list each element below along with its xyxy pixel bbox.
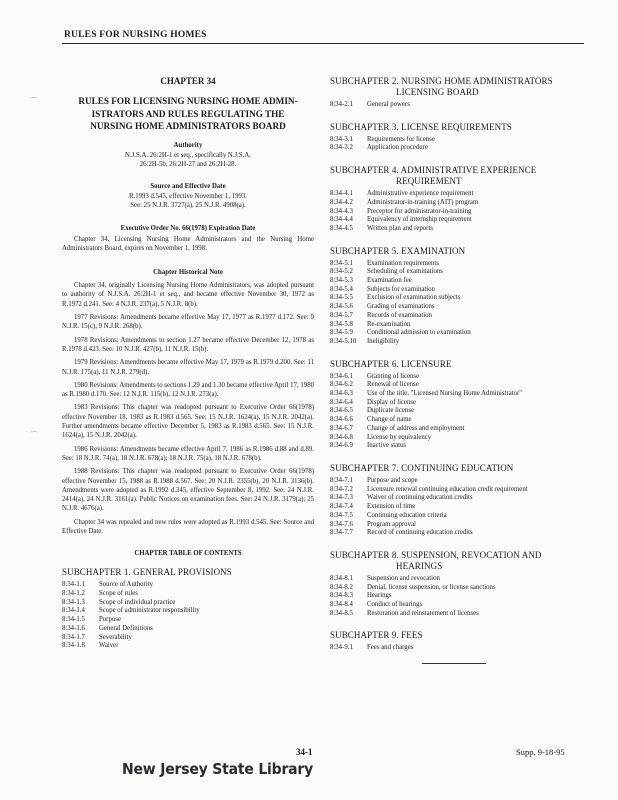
toc-item [330,277,586,286]
toc-item-label: Program approval [367,520,416,528]
margin-scribble: ⌒ [30,431,38,440]
toc-item-number: 8:34-7.4 [330,503,353,511]
subchapter-title-line: SUBCHAPTER 3. LICENSE REQUIREMENTS [330,121,512,132]
toc-item-label: Purpose and scope [367,476,418,484]
executive-order-text: Chapter 34, Licensing Nursing Home Administrators and the Nursing Home Administrators Board, expires on November 1, 1998. [62,235,314,252]
toc-item-number: 8:34-7.3 [330,494,353,502]
toc-item-label: Suspension and revocation [367,574,440,582]
toc-item [330,486,586,495]
toc-item-label: Preceptor for administrator-in-training [367,207,472,215]
authority-heading: Authority [173,141,203,149]
subchapter-block [330,76,586,110]
toc-item-label: Equivalency of internship requirement [367,216,472,224]
historical-note-paragraph: 1983 Revisions: This chapter was readopted pursuant to Executive Order 66(1978) effective November 18, 1983 as R.1983 d.565. See: 15 N.J.R. 1624(a), 15 N.J.R. 2042(a). Further amendments became effective December 5, 1983 as R.1983 d.565. See: 15 N.J.R. 1624(a), 15 N.J.R. 2042(a). [62,404,314,440]
toc-item-number: 8:34-5.8 [330,320,353,328]
toc-item-label: License by equivalency [367,433,432,441]
toc-item [330,503,586,512]
toc-item-number: 8:34-3.2 [330,144,353,152]
subchapter-block [330,122,586,153]
toc-item-label: Source of Authority [99,581,153,589]
toc-item [330,425,586,434]
toc-item-number: 8:34-7.1 [330,476,353,484]
subchapter-block [330,246,586,347]
subchapter-block [330,463,586,538]
supplement-date: Supp. 9-18-95 [516,747,565,757]
toc-list [330,101,586,110]
toc-item [330,260,586,269]
toc-item [330,321,586,330]
toc-item [330,136,586,145]
toc-item-number: 8:34-5.4 [330,285,353,293]
toc-item-number: 8:34-8.1 [330,574,353,582]
toc-item-label: Examination fee [367,277,412,285]
toc-item [330,208,586,217]
toc-item [330,101,586,110]
toc-item-number: 8:34-8.3 [330,592,353,600]
toc-item [330,416,586,425]
historical-note-paragraph: 1977 Revisions: Amendments became effective May 17, 1977 as R.1977 d.172. See: 9 N.J.R. 15(c), 9 N.J.R. 268(b). [62,314,314,331]
subchapter-title [330,122,586,133]
toc-item-number: 8:34-7.5 [330,511,353,519]
toc-item [330,225,586,234]
toc-item-label: Renewal of license [367,381,419,389]
toc-item-number: 8:34-8.4 [330,601,353,609]
subchapter-title-line: LICENSING BOARD [396,87,479,97]
toc-list [330,644,586,653]
toc-item [330,338,586,347]
toc-item [62,634,314,643]
toc-list [330,477,586,538]
historical-note-paragraph: Chapter 34 was repealed and new rules were adopted as R.1993 d.545. See: Source and Effective Date. [62,518,314,536]
toc-item-label: Record of continuing education credits [367,529,473,537]
chapter-number: CHAPTER 34 [160,76,216,86]
toc-item-label: Scope of rules [99,590,138,598]
subchapter-title [330,165,586,187]
toc-item-number: 8:34-6.4 [330,398,353,406]
end-rule [422,663,486,664]
toc-list [330,575,586,619]
toc-item-label: Scope of individual practice [99,598,176,606]
toc-item [330,286,586,295]
subchapter-title-line: SUBCHAPTER 2. NURSING HOME ADMINISTRATORS [330,76,553,86]
toc-item-label: Duplicate license [367,407,414,415]
toc-item-number: 8:34-1.4 [62,607,85,615]
toc-item-label: Ineligibility [367,337,400,345]
toc-item [330,190,586,199]
toc-item-label: General Definitions [99,624,153,632]
toc-item [62,581,314,590]
toc-item-label: Waiver [99,642,119,650]
toc-item-label: Restoration and reinstatement of licenses [367,609,479,617]
toc-item-label: Use of the title, "Licensed Nursing Home Administrator" [367,390,523,398]
toc-item [330,442,586,451]
toc-item [62,590,314,599]
toc-item-number: 8:34-1.1 [62,581,85,589]
toc-item [330,434,586,443]
toc-item [330,199,586,208]
subchapter-title-line: REQUIREMENT [396,176,462,187]
toc-item [62,642,314,651]
toc-item-label: Exclusion of examination subjects [367,294,461,302]
toc-item-label: Administrative experience requirement [367,190,474,198]
toc-item-number: 8:34-6.7 [330,424,353,432]
toc-item [330,373,586,382]
subchapter-title-line: SUBCHAPTER 8. SUSPENSION, REVOCATION AND [330,549,542,560]
toc-item-label: Granting of license [367,372,420,380]
toc-item [330,644,586,653]
left-column [62,72,314,651]
chapter-title-line: ISTRATORS AND RULES REGULATING THE [91,108,285,119]
toc-item-number: 8:34-6.9 [330,442,353,450]
toc-item [330,584,586,593]
toc-item [330,592,586,601]
toc-item-number: 8:34-5.1 [330,259,353,267]
historical-note-paragraph: 1988 Revisions: This chapter was readopted pursuant to Executive Order 66(1978) effective November 15, 1988 as R.1988 d.567. See: 20 N.J.R. 2355(b), 20 N.J.R. 3136(b). Amendments were adopted as R.1992 d.345, effective September 8, 1992. See: 24 N.J.R. 2414(a), 24 N.J.R. 3161(a). Public Notices on examination fees. See: 24 N.J.R. 3179(a); 25 N.J.R. 4676(a). [62,468,314,513]
right-column [330,72,586,664]
toc-item-label: Hearings [367,592,392,600]
toc-item-number: 8:34-7.2 [330,485,353,493]
toc-item-number: 8:34-5.7 [330,311,353,319]
toc-item-number: 8:34-1.8 [62,642,85,650]
toc-item [62,607,314,616]
subchapter-title-line: SUBCHAPTER 6. LICENSURE [330,358,452,369]
toc-item [330,303,586,312]
library-stamp: New Jersey State Library [122,761,314,779]
historical-note-paragraph: 1979 Revisions: Amendments became effective May 17, 1979 as R.1979 d.200. See: 11 N.J.R. 175(a), 11 N.J.R. 279(d). [62,359,314,376]
toc-item-number: 8:34-6.3 [330,390,353,398]
toc-item-number: 8:34-8.2 [330,583,353,591]
toc-item [330,521,586,530]
subchapter-title: SUBCHAPTER 1. GENERAL PROVISIONS [62,567,232,578]
historical-note-heading: Chapter Historical Note [153,269,223,277]
toc-item-label: Administrator-in-training (AIT) program [367,198,479,206]
subchapter-title [330,463,586,474]
toc-item [330,529,586,538]
toc-list [330,136,586,153]
toc-item-label: Inactive status [367,442,407,450]
toc-item-label: Conduct of hearings [367,601,423,609]
toc-item-label: Licensure renewal continuing education credit requirement [367,485,528,493]
subchapter-title [330,630,586,641]
toc-item-number: 8:34-5.3 [330,277,353,285]
subchapter-list [330,76,586,653]
authority-text [62,151,314,169]
toc-heading: CHAPTER TABLE OF CONTENTS [134,550,242,558]
toc-item-label: General powers [367,101,410,108]
toc-item-label: Subjects for examination [367,285,435,293]
chapter-title [62,95,314,133]
toc-item-number: 8:34-5.9 [330,329,353,337]
toc-item-number: 8:34-5.6 [330,303,353,311]
subchapter-block [330,359,586,451]
toc-item-number: 8:34-2.1 [330,101,353,108]
toc-list [330,190,586,234]
subchapter-title [330,550,586,572]
toc-item-number: 8:34-1.3 [62,598,85,606]
toc-item-number: 8:34-7.7 [330,529,353,537]
toc-item-number: 8:34-1.6 [62,624,85,632]
toc-item-label: Waiver of continuing education credits [367,494,473,502]
toc-list [330,373,586,451]
source-text [62,192,314,210]
source-line: R.1993 d.545, effective November 1, 1993. [128,193,248,201]
subchapter-title-line: SUBCHAPTER 5. EXAMINATION [330,245,466,256]
source-heading: Source and Effective Date [150,183,226,191]
toc-item-number: 8:34-1.7 [62,633,85,641]
toc-item [62,616,314,625]
historical-note-paragraph: 1978 Revisions: Amendments to section 1.27 became effective December 12, 1978 as R.1978 d.423. See: 10 N.J.R. 427(b), 11 N.J.R. 15(b). [62,336,314,353]
toc-item-label: Continuing education criteria [367,511,447,519]
authority-line: 26:2H-5b, 26:2H-27 and 26:2H-28. [139,160,237,168]
toc-item [62,625,314,634]
subchapter-title-line: SUBCHAPTER 4. ADMINISTRATIVE EXPERIENCE [330,165,537,176]
toc-item [330,601,586,610]
chapter-title-line: NURSING HOME ADMINISTRATORS BOARD [90,121,286,132]
toc-item-number: 8:34-9.1 [330,644,353,652]
subchapter-title-line: SUBCHAPTER 7. CONTINUING EDUCATION [330,462,514,473]
toc-item-label: Application procedure [367,144,428,152]
toc-item-label: Conditional admission to examination [367,329,471,337]
toc-item-number: 8:34-6.6 [330,416,353,424]
subchapter-title [330,76,586,98]
toc-item [330,390,586,399]
toc-item-number: 8:34-6.8 [330,433,353,441]
toc-item [330,294,586,303]
toc-item-label: Requirements for license [367,135,435,143]
toc-item [330,381,586,390]
toc-item-label: Change of name [367,416,412,424]
toc-item-number: 8:34-6.5 [330,407,353,415]
toc-item [330,329,586,338]
toc-item [330,268,586,277]
subchapter-title [330,359,586,370]
toc-item-number: 8:34-1.5 [62,616,85,624]
toc-item-number: 8:34-8.5 [330,609,353,617]
toc-item-number: 8:34-4.5 [330,224,353,232]
toc-item [62,599,314,608]
chapter-title-line: RULES FOR LICENSING NURSING HOME ADMIN- [78,96,298,106]
toc-item-label: Records of examination [367,311,432,319]
toc-item [330,407,586,416]
toc-item-number: 8:34-7.6 [330,520,353,528]
toc-item-label: Written plan and reports [367,224,433,232]
subchapter-title-line: SUBCHAPTER 9. FEES [330,630,423,641]
toc-item-label: Scheduling of examinations [367,268,443,276]
toc-item-number: 8:34-4.2 [330,198,353,206]
toc-item-label: Display of license [367,398,417,406]
toc-item-label: Purpose [99,616,121,624]
page-number: 34-1 [296,747,313,757]
toc-item-number: 8:34-4.3 [330,207,353,215]
toc-item [330,512,586,521]
toc-item-label: Examination requirements [367,259,439,267]
toc-item-number: 8:34-5.10 [330,337,357,345]
subchapter-block [330,550,586,619]
toc-item-label: Grading of examinations [367,303,435,311]
historical-note-paragraph: Chapter 34, originally Licensing Nursing Home Administrators, was adopted pursuant to authority of N.J.S.A. 26:2H-1 et seq., and became effective November 30, 1972 as R.1972 d.241. See: 4 N.J.R. 237(a), 5 N.J.R. 8(b). [62,282,314,308]
source-line: See: 25 N.J.R. 3727(a), 25 N.J.R. 4908(a). [130,202,246,210]
toc-item-number: 8:34-4.1 [330,190,353,198]
subchapter-title [330,246,586,257]
running-head: RULES FOR NURSING HOMES [64,30,207,40]
toc-item-number: 8:34-4.4 [330,216,353,224]
historical-note-paragraph: 1986 Revisions: Amendments became effective April 7, 1986 as R.1986 d.88 and d.89. See: 18 N.J.R. 74(a), 18 N.J.R. 678(a); 18 N.J.R. 75(a), 18 N.J.R. 678(b). [62,445,314,462]
toc-item-number: 8:34-5.5 [330,294,353,302]
toc-item-number: 8:34-1.2 [62,590,85,598]
toc-item [330,610,586,619]
toc-item [330,399,586,408]
executive-order-heading: Executive Order No. 66(1978) Expiration Date [120,224,256,232]
subchapter-block [330,165,586,234]
toc-list [62,581,314,651]
toc-item-number: 8:34-6.2 [330,381,353,389]
toc-item-label: Severability [99,633,132,641]
header-rule [62,43,584,44]
subchapter-block [330,630,586,653]
toc-item [330,477,586,486]
toc-item-label: Fees and charges [367,644,414,652]
toc-item [330,494,586,503]
toc-item [330,144,586,153]
toc-item-number: 8:34-5.2 [330,268,353,276]
toc-item [330,216,586,225]
toc-item-number: 8:34-3.1 [330,135,353,143]
toc-item-label: Scope of administrator responsibility [99,607,200,615]
toc-item [330,312,586,321]
authority-line: N.J.S.A. 26:2H-1 et seq., specifically N.J.S.A. [125,151,251,159]
toc-list [330,260,586,347]
toc-item-label: Change of address and employment [367,424,465,432]
margin-scribble: ⌒ [30,97,38,106]
historical-note-paragraph: 1980 Revisions: Amendments to sections 1.29 and 1.30 became effective April 17, 1980 as R.1980 d.170. See: 12 N.J.R. 115(b), 12 N.J.R. 273(a). [62,381,314,399]
subchapter-title-line: HEARINGS [396,560,443,571]
toc-item-label: Denial, license suspension, or license sanctions [367,583,496,591]
toc-item [330,575,586,584]
toc-item-label: Re-examination [367,320,411,328]
toc-item-number: 8:34-6.1 [330,372,353,380]
toc-item-label: Extension of time [367,503,416,511]
